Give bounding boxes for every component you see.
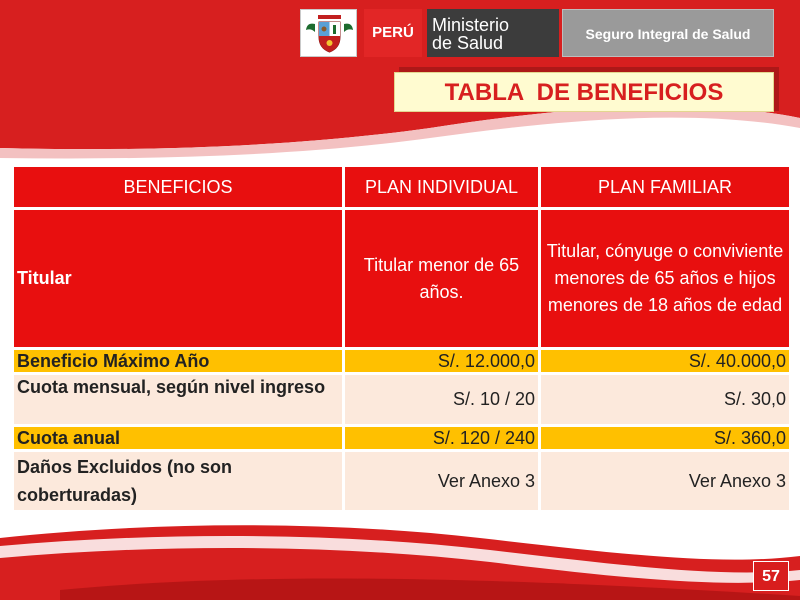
row-label-titular: Titular (14, 210, 342, 347)
header-cell-beneficios: BENEFICIOS (14, 167, 342, 207)
ministerio-de-salud-logo (427, 9, 559, 57)
cell-individual-cuota-mensual: S/. 10 / 20 (345, 375, 538, 424)
row-label-danos-excluidos: Daños Excluidos (no son coberturadas) (14, 452, 342, 510)
cell-individual-titular: Titular menor de 65 años. (345, 210, 538, 347)
sis-logo: Seguro Integral de Salud (562, 9, 774, 57)
cell-familiar-titular: Titular, cónyuge o conviviente menores de 65 años e hijos menores de 18 años de edad (541, 210, 789, 347)
cell-familiar-beneficio-maximo: S/. 40.000,0 (541, 350, 789, 372)
header-cell-plan-familiar: PLAN FAMILIAR (541, 167, 789, 207)
table-header-row (14, 167, 789, 207)
header-cell-plan-individual: PLAN INDIVIDUAL (345, 167, 538, 207)
peru-label: PERÚ (364, 9, 422, 57)
slide-title: TABLA DE BENEFICIOS (394, 72, 774, 112)
table-row (14, 427, 789, 449)
row-label-beneficio-maximo: Beneficio Máximo Año (14, 350, 342, 372)
cell-individual-cuota-anual: S/. 120 / 240 (345, 427, 538, 449)
table-row (14, 210, 789, 347)
page-number: 57 (753, 561, 789, 591)
row-label-cuota-mensual: Cuota mensual, según nivel ingreso (14, 375, 342, 424)
table-row (14, 452, 789, 510)
cell-individual-beneficio-maximo: S/. 12.000,0 (345, 350, 538, 372)
cell-familiar-cuota-mensual: S/. 30,0 (541, 375, 789, 424)
table-row (14, 350, 789, 372)
coat-of-arms-logo (300, 9, 357, 57)
cell-familiar-cuota-anual: S/. 360,0 (541, 427, 789, 449)
cell-individual-danos-excluidos: Ver Anexo 3 (345, 452, 538, 510)
ministerio-line2: de Salud (432, 33, 504, 53)
table-row (14, 375, 789, 424)
ministerio-line1: Ministerio (432, 15, 510, 35)
row-label-cuota-anual: Cuota anual (14, 427, 342, 449)
cell-familiar-danos-excluidos: Ver Anexo 3 (541, 452, 789, 510)
benefits-table (11, 164, 792, 513)
